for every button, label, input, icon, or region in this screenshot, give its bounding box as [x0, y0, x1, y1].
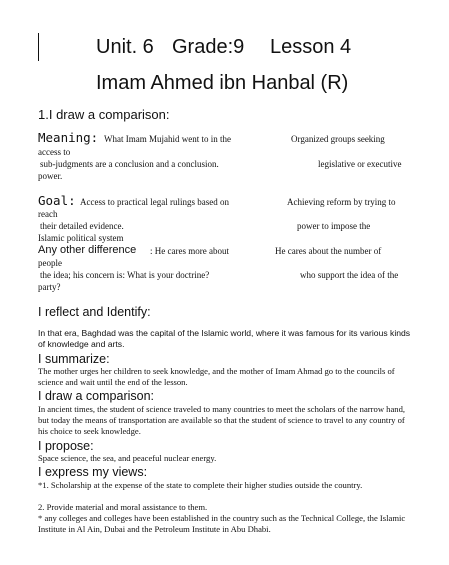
difference-text-l2: people [38, 258, 62, 268]
comparison-text: In ancient times, the student of science traveled to many countries to meet the scholars of the narrow hand, but today the means of transportation are available so that the student of science to travel to any country of his choice to seek knowledge. [38, 404, 406, 436]
lesson-label: Lesson 4 [270, 36, 352, 58]
reflect-text: In that era, Baghdad was the capital of the Islamic world, where it was famous for its various kinds of knowledge and arts. [38, 328, 411, 349]
comparison-heading: I draw a comparison: [38, 389, 155, 403]
summarize-text: The mother urges her children to seek knowledge, and the mother of Imam Ahmad go to the councils of science and wait until the end of the lesson. [38, 366, 395, 387]
goal-text-b1: Achieving reform by trying to [287, 197, 396, 207]
meaning-text-b1: Organized groups seeking [291, 134, 385, 144]
summarize-heading: I summarize: [38, 352, 110, 366]
difference-text-b1: He cares about the number of [275, 246, 382, 256]
views-item-3: * any colleges and colleges have been established in the country such as the Technical College, the Islamic Institute in Al Ain, Dubai and the Petroleum Institute in Abu Dhabi. [38, 513, 406, 534]
goal-text-l2: reach [38, 209, 58, 219]
text-cursor [38, 33, 39, 61]
goal-text-a1: Access to practical legal rulings based on [80, 197, 229, 207]
unit-label: Unit. 6 [96, 36, 154, 58]
propose-heading: I propose: [38, 439, 94, 453]
goal-text-a3: their detailed evidence. [40, 221, 124, 231]
difference-text-a3: the idea; his concern is: What is your doctrine? [40, 270, 210, 280]
difference-text-b3: who support the idea of the [300, 270, 399, 280]
difference-label: Any other difference [38, 244, 137, 256]
meaning-text-l4: power. [38, 171, 63, 181]
goal-text-l4: Islamic political system [38, 233, 124, 243]
meaning-text-a3: sub-judgments are a conclusion and a conclusion. [40, 159, 219, 169]
difference-text-l4: party? [38, 282, 61, 292]
page-title: Imam Ahmed ibn Hanbal (R) [96, 72, 349, 94]
reflect-heading: I reflect and Identify: [38, 305, 151, 319]
meaning-text-l2: access to [38, 147, 71, 157]
meaning-text-b3: legislative or executive [318, 159, 402, 169]
propose-text: Space science, the sea, and peaceful nuclear energy. [38, 453, 217, 463]
meaning-label: Meaning: [38, 130, 99, 145]
goal-text-b3: power to impose the [297, 221, 371, 231]
goal-label: Goal: [38, 193, 76, 208]
views-heading: I express my views: [38, 465, 148, 479]
grade-label: Grade:9 [172, 36, 245, 58]
meaning-text-a1: What Imam Mujahid went to in the [104, 134, 231, 144]
difference-text-a1: : He cares more about [150, 246, 229, 256]
views-item-1: *1. Scholarship at the expense of the state to complete their higher studies outside the country. [38, 480, 363, 490]
section-heading: 1.I draw a comparison: [38, 107, 170, 122]
views-item-2: 2. Provide material and moral assistance to them. [38, 502, 208, 512]
